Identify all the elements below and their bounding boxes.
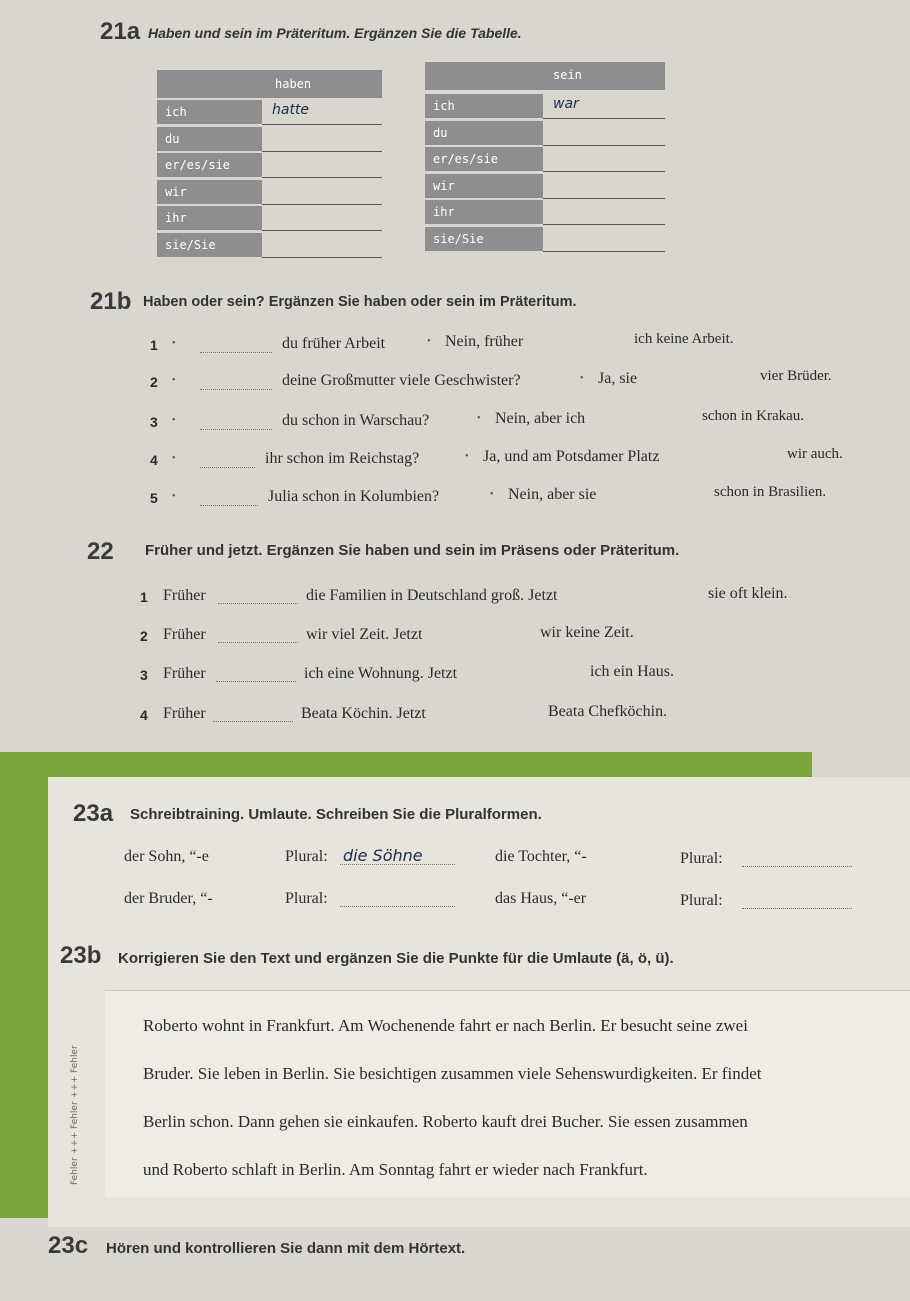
reply-end: ich keine Arbeit.: [634, 331, 734, 347]
frueher-label: Früher: [163, 587, 206, 604]
plural-label: Plural:: [285, 890, 328, 907]
noun-right: das Haus, “-er: [495, 890, 587, 907]
haben-header: haben: [275, 77, 312, 91]
item-number: 2: [140, 628, 148, 644]
frueher-label: Früher: [163, 665, 206, 682]
sentence-middle: die Familien in Deutschland groß. Jetzt: [306, 587, 558, 604]
item-number: 2: [150, 374, 158, 390]
haben-answer-line: [262, 204, 382, 205]
exercise-23b-title: Korrigieren Sie den Text und ergänzen Sie die Punkte für die Umlaute (ä, ö, ü).: [118, 950, 674, 967]
reply-start: Nein, früher: [445, 333, 524, 350]
noun-left: der Sohn, “-e: [124, 848, 209, 865]
bullet-icon: •: [477, 413, 481, 424]
bullet-icon: •: [580, 373, 584, 384]
sentence-middle: ich eine Wohnung. Jetzt: [304, 665, 458, 682]
haben-row-label: er/es/sie: [157, 153, 262, 177]
answer-blank[interactable]: [218, 589, 298, 604]
answer-blank[interactable]: [200, 415, 272, 430]
item-number: 3: [150, 414, 158, 430]
bullet-icon: •: [427, 336, 431, 347]
error-text-line: Berlin schon. Dann gehen sie einkaufen. Roberto kauft drei Bucher. Sie essen zusammen: [143, 1112, 748, 1131]
sein-answer-line: [543, 145, 665, 146]
haben-row-label: du: [157, 127, 262, 151]
sein-answer-line: [543, 118, 665, 119]
plural-label: Plural:: [680, 850, 723, 867]
sein-answer-line: [543, 224, 665, 225]
reply-start: Nein, aber sie: [508, 486, 597, 503]
answer-blank[interactable]: [200, 491, 258, 506]
exercise-22-title: Früher und jetzt. Ergänzen Sie haben und sein im Präsens oder Präteritum.: [145, 542, 680, 559]
bullet-icon: •: [172, 375, 176, 386]
reply-end: schon in Krakau.: [702, 408, 805, 424]
reply-end: vier Brüder.: [760, 368, 832, 384]
sein-row-label: sie/Sie: [425, 227, 543, 251]
reply-end: wir auch.: [787, 446, 843, 462]
plural-blank[interactable]: [742, 894, 852, 909]
frueher-label: Früher: [163, 626, 206, 643]
sentence-end: sie oft klein.: [708, 585, 788, 602]
haben-table: [157, 70, 382, 260]
sein-row-label: ihr: [425, 200, 543, 224]
haben-row-label: sie/Sie: [157, 233, 262, 257]
plural-label: Plural:: [285, 848, 328, 865]
exercise-23b-number: 23b: [60, 942, 102, 969]
error-text-line: Bruder. Sie leben in Berlin. Sie besichtigen zusammen viele Sehenswurdigkeiten. Er findet: [143, 1064, 762, 1083]
sentence-middle: Beata Köchin. Jetzt: [301, 705, 426, 722]
sentence-middle: wir viel Zeit. Jetzt: [306, 626, 423, 643]
question-text: du früher Arbeit: [282, 335, 386, 352]
exercise-21a-title: Haben und sein im Präteritum. Ergänzen Sie die Tabelle.: [148, 25, 522, 41]
question-text: du schon in Warschau?: [282, 412, 430, 429]
answer-blank[interactable]: [213, 707, 293, 722]
error-text-line: und Roberto schlaft in Berlin. Am Sonntag fahrt er wieder nach Frankfurt.: [143, 1160, 648, 1179]
item-number: 5: [150, 490, 158, 506]
plural-answer[interactable]: die Söhne: [343, 846, 423, 865]
answer-blank[interactable]: [200, 375, 272, 390]
reply-start: Nein, aber ich: [495, 410, 586, 427]
bullet-icon: •: [172, 415, 176, 426]
sein-answer-line: [543, 198, 665, 199]
bullet-icon: •: [172, 453, 176, 464]
exercise-23a-number: 23a: [73, 800, 114, 827]
bullet-icon: •: [490, 489, 494, 500]
item-number: 3: [140, 667, 148, 683]
plural-blank[interactable]: [742, 852, 852, 867]
noun-left: der Bruder, “-: [124, 890, 213, 907]
item-number: 4: [140, 707, 148, 723]
reply-start: Ja, und am Potsdamer Platz: [483, 448, 660, 465]
haben-answer-line: [262, 230, 382, 231]
exercise-23c-number: 23c: [48, 1232, 89, 1259]
item-number: 1: [150, 337, 158, 353]
bullet-icon: •: [172, 338, 176, 349]
haben-row-label: wir: [157, 180, 262, 204]
sentence-end: wir keine Zeit.: [540, 624, 634, 641]
question-text: deine Großmutter viele Geschwister?: [282, 372, 521, 389]
sein-answer[interactable]: war: [553, 96, 579, 112]
haben-answer-line: [262, 124, 382, 125]
haben-row-label: ihr: [157, 206, 262, 230]
bullet-icon: •: [465, 451, 469, 462]
question-text: ihr schon im Reichstag?: [265, 450, 420, 467]
noun-right: die Tochter, “-: [495, 848, 587, 865]
answer-blank[interactable]: [216, 667, 296, 682]
sein-answer-line: [543, 171, 665, 172]
error-text-line: Roberto wohnt in Frankfurt. Am Wochenende fahrt er nach Berlin. Er besucht seine zwei: [143, 1016, 748, 1035]
bullet-icon: •: [172, 491, 176, 502]
haben-answer-line: [262, 151, 382, 152]
sein-header: sein: [553, 68, 582, 82]
sentence-end: Beata Chefköchin.: [548, 703, 668, 720]
sein-row-label: du: [425, 121, 543, 145]
answer-blank[interactable]: [218, 628, 298, 643]
haben-answer-line: [262, 257, 382, 258]
reply-start: Ja, sie: [598, 370, 638, 387]
reply-end: schon in Brasilien.: [714, 484, 827, 500]
frueher-label: Früher: [163, 705, 206, 722]
exercise-21a-number: 21a: [100, 18, 141, 45]
item-number: 1: [140, 589, 148, 605]
question-text: Julia schon in Kolumbien?: [268, 488, 440, 505]
exercise-21b-number: 21b: [90, 288, 132, 315]
exercise-23a-title: Schreibtraining. Umlaute. Schreiben Sie die Pluralformen.: [130, 806, 542, 823]
plural-label: Plural:: [680, 892, 723, 909]
sein-row-label: wir: [425, 174, 543, 198]
sein-table: [425, 62, 665, 252]
plural-blank[interactable]: [340, 892, 455, 907]
sein-answer-line: [543, 251, 665, 252]
answer-blank[interactable]: [200, 453, 255, 468]
exercise-22-number: 22: [87, 538, 114, 565]
sein-row-label: ich: [425, 94, 543, 118]
haben-answer-line: [262, 177, 382, 178]
sein-row-label: er/es/sie: [425, 147, 543, 171]
answer-blank[interactable]: [200, 338, 272, 353]
exercise-21b-title: Haben oder sein? Ergänzen Sie haben oder sein im Präteritum.: [143, 294, 577, 310]
sentence-end: ich ein Haus.: [590, 663, 674, 680]
item-number: 4: [150, 452, 158, 468]
haben-answer[interactable]: hatte: [272, 102, 310, 118]
exercise-23c-title: Hören und kontrollieren Sie dann mit dem Hörtext.: [106, 1240, 466, 1257]
haben-row-label: ich: [157, 100, 262, 124]
error-side-label: Fehler +++ Fehler +++ Fehler: [70, 1045, 80, 1185]
